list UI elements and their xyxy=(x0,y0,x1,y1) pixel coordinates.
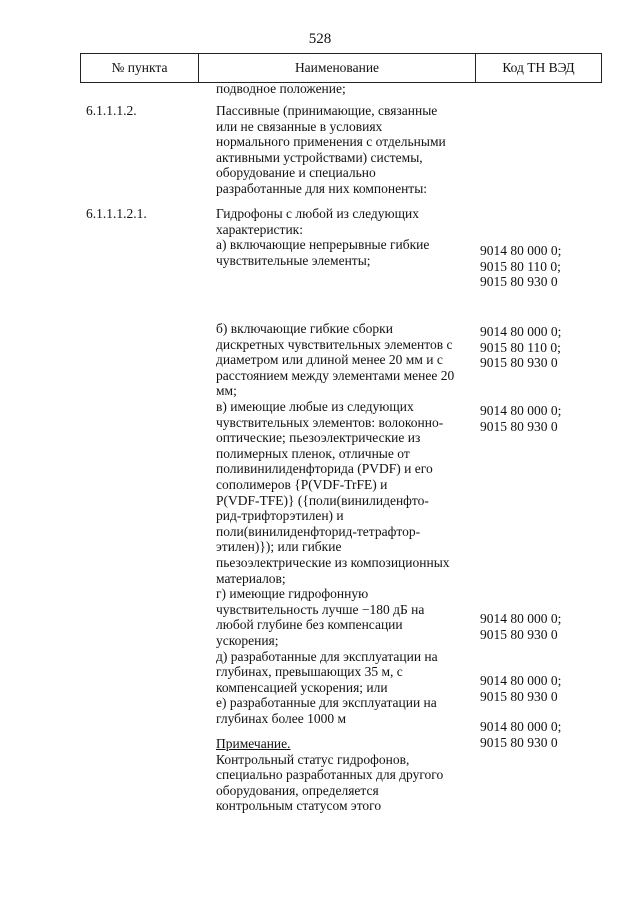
code-line: 9014 80 000 0; xyxy=(480,324,562,339)
text-line: Гидрофоны с любой из следующих xyxy=(216,206,420,221)
text-line: оборудование и специально xyxy=(216,165,376,181)
header-item-number: № пункта xyxy=(81,54,199,83)
text-line: материалов; xyxy=(216,570,286,586)
text-line: P(VDF-TFE)} ({поли(винилиденфто- xyxy=(216,492,429,508)
code-line: 9015 80 930 0 xyxy=(480,734,558,750)
text-line: чувствительных элементов: волоконно- xyxy=(216,414,444,430)
text-line: е) разработанные для эксплуатации на xyxy=(216,695,437,711)
text-line: пьезоэлектрические из композиционных xyxy=(216,555,450,570)
text-line: этилен)}); или гибкие xyxy=(216,539,342,555)
text-line: Пассивные (принимающие, связанные xyxy=(216,103,438,118)
code-line: 9015 80 110 0; xyxy=(480,258,561,274)
text-line: д) разработанные для эксплуатации на xyxy=(216,648,438,664)
text-line: оборудования, определяется xyxy=(216,782,379,798)
text-line: контрольным статусом этого xyxy=(216,798,382,814)
text-line: поли(винилиденфторид-тетрафтор- xyxy=(216,523,421,539)
text-line: глубинах более 1000 м xyxy=(216,711,347,726)
code-line: 9015 80 930 0 xyxy=(480,418,558,434)
code-line: 9015 80 110 0; xyxy=(480,339,561,355)
text-line: полимерных пленок, отличные от xyxy=(216,445,410,461)
text-line: дискретных чувствительных элементов с xyxy=(216,336,453,352)
page-number: 528 xyxy=(308,31,332,47)
text-line: сополимеров {P(VDF-TrFE) и xyxy=(216,477,388,492)
code-line: 9014 80 000 0; xyxy=(480,611,562,626)
text-line: в) имеющие любые из следующих xyxy=(216,399,414,414)
text-line: нормального применения с отдельными xyxy=(216,134,446,150)
text-line: ускорения; xyxy=(216,633,279,648)
text-line: а) включающие непрерывные гибкие xyxy=(216,237,430,253)
text-line: разработанные для них компоненты: xyxy=(216,181,428,196)
text-line: б) включающие гибкие сборки xyxy=(216,321,393,336)
text-line: характеристик: xyxy=(216,221,303,237)
header-code: Код ТН ВЭД xyxy=(476,54,602,83)
text-line: диаметром или длиной менее 20 мм и с xyxy=(216,352,443,368)
table-header xyxy=(80,53,602,83)
text-line: глубинах, превышающих 35 м, с xyxy=(216,664,403,680)
header-name: Наименование xyxy=(199,54,476,83)
item-number: 6.1.1.1.2.1. xyxy=(86,206,147,221)
text-line: мм; xyxy=(216,383,237,399)
text-line: любой глубине без компенсации xyxy=(216,617,403,633)
text-line: специально разработанных для другого xyxy=(216,767,444,783)
code-line: 9014 80 000 0; xyxy=(480,673,562,688)
text-line: или не связанные в условиях xyxy=(216,118,383,134)
code-line: 9014 80 000 0; xyxy=(480,243,562,258)
text-line: подводное положение; xyxy=(216,81,346,96)
item-number: 6.1.1.1.2. xyxy=(86,103,137,118)
text-line: активными устройствами) системы, xyxy=(216,149,423,165)
code-line: 9015 80 930 0 xyxy=(480,626,558,642)
code-line: 9015 80 930 0 xyxy=(480,355,558,371)
text-line: компенсацией ускорения; или xyxy=(216,679,388,695)
text-line: Контрольный статус гидрофонов, xyxy=(216,751,410,767)
code-line: 9015 80 930 0 xyxy=(480,274,558,290)
code-line: 9014 80 000 0; xyxy=(480,403,562,418)
text-line: оптические; пьезоэлектрические из xyxy=(216,430,421,446)
code-line: 9014 80 000 0; xyxy=(480,719,562,734)
text-line: г) имеющие гидрофонную xyxy=(216,586,369,602)
note-heading: Примечание. xyxy=(216,736,291,751)
text-line: чувствительные элементы; xyxy=(216,252,371,268)
code-line: 9015 80 930 0 xyxy=(480,688,558,704)
text-line: чувствительность лучше −180 дБ на xyxy=(216,601,425,617)
text-line: рид-трифторэтилен) и xyxy=(216,508,344,524)
text-line: расстоянием между элементами менее 20 xyxy=(216,367,455,383)
text-line: поливинилиденфторида (PVDF) и его xyxy=(216,461,433,477)
